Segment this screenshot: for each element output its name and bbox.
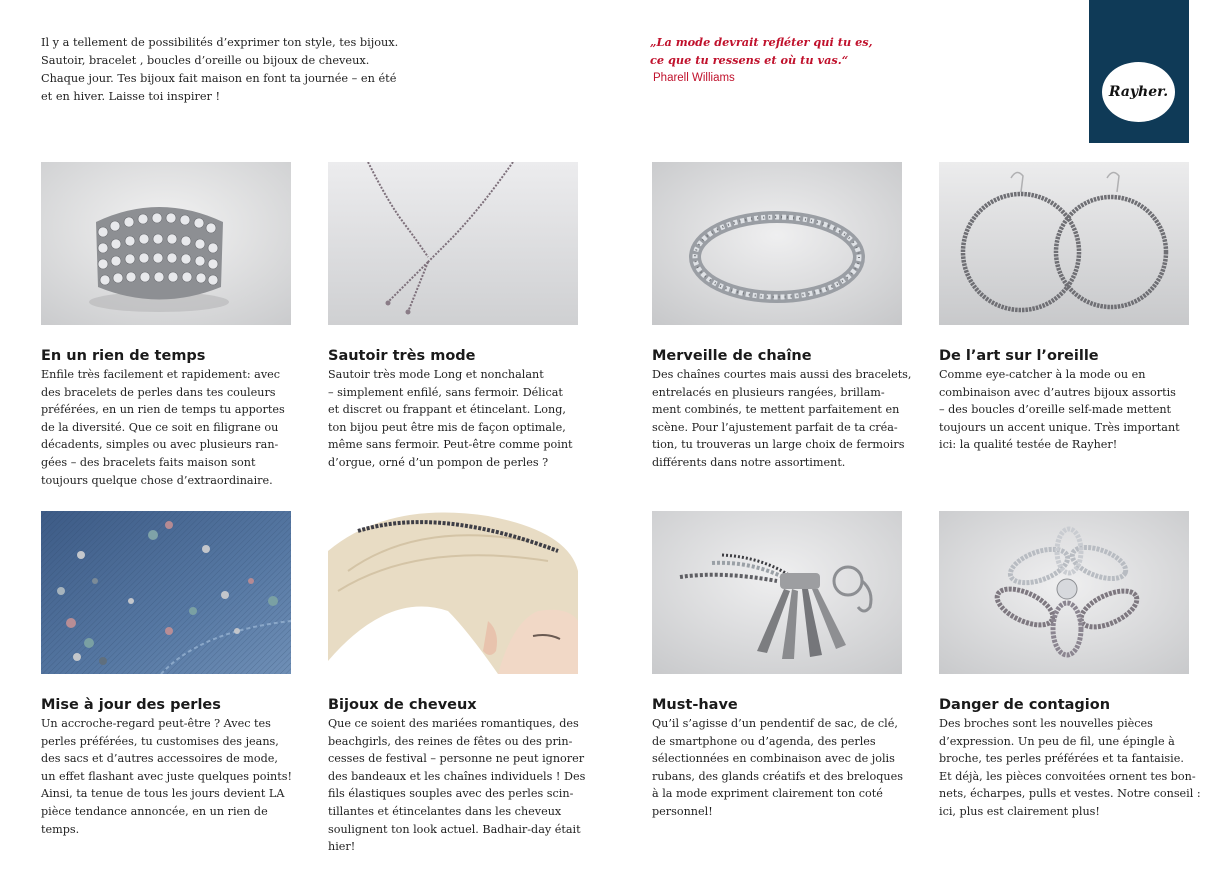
denim-pearls-photo [41, 511, 291, 674]
card-line: gées – des bracelets faits maison sont [41, 455, 256, 469]
card-body [652, 715, 920, 821]
card-line: scène. Pour l’ajustement parfait de ta créa- [652, 420, 898, 434]
card-line: Et déjà, les pièces convoitées ornent tes bon- [939, 769, 1196, 783]
quote-block [650, 34, 950, 88]
chain-bracelet-photo [652, 162, 902, 325]
card-line: rubans, des glands créatifs et des breloques [652, 769, 903, 783]
bracelet-image [41, 162, 291, 325]
card-line: sélectionnées en combinaison avec de jolis [652, 752, 895, 766]
card-line: de smartphone ou d’agenda, des perles [652, 734, 876, 748]
card-line: nets, écharpes, pulls et vestes. Notre conseil : [939, 787, 1201, 801]
card-body [328, 715, 596, 856]
card-line: fils élastiques souples avec des perles scin- [328, 787, 574, 801]
card-line: d’expression. Un peu de fil, une épingle à [939, 734, 1175, 748]
card-body [939, 715, 1207, 821]
keychain-image [652, 511, 902, 674]
card-line: – simplement enfilé, sans fermoir. Délicat [328, 385, 563, 399]
quote-line: „La mode devrait refléter qui tu es, [650, 35, 873, 49]
card-line: Des broches sont les nouvelles pièces [939, 717, 1153, 730]
necklace-image [328, 162, 578, 325]
card-line: des bracelets de perles dans tes couleurs [41, 385, 276, 399]
quote-author: Pharell Williams [653, 72, 735, 84]
card-title: Sautoir très mode [328, 348, 476, 364]
card-line: perles préférées, tu customises des jeans, [41, 734, 279, 748]
intro-line: Il y a tellement de possibilités d’exprimer ton style, tes bijoux. [41, 36, 399, 49]
card-line: pièce tendance annoncée, en un rien de [41, 804, 268, 818]
card-line: combinaison avec d’autres bijoux assortis [939, 385, 1176, 399]
card-title: Mise à jour des perles [41, 697, 221, 713]
hair-jewelry-image [328, 511, 578, 674]
card-line: tillantes et étincelantes dans les cheveux [328, 804, 562, 818]
card-line: ici: la qualité testée de Rayher! [939, 438, 1118, 452]
card-body [328, 366, 596, 472]
intro-line: et en hiver. Laisse toi inspirer ! [41, 90, 221, 103]
intro-line: Sautoir, bracelet , boucles d’oreille ou bijoux de cheveux. [41, 54, 370, 67]
brooch-image [939, 511, 1189, 674]
quote-line: ce que tu ressens et où tu vas.“ [650, 52, 849, 67]
intro-paragraph [41, 34, 401, 106]
card-line: de la diversité. Que ce soit en filigrane ou [41, 420, 279, 434]
card-title: Merveille de chaîne [652, 348, 812, 364]
card-body [41, 366, 309, 489]
intro-line: Chaque jour. Tes bijoux fait maison en font ta journée – en été [41, 72, 397, 85]
card-line: soulignent ton look actuel. Badhair-day était [328, 822, 581, 836]
brand-panel [1089, 0, 1189, 143]
card-title: Must-have [652, 697, 738, 713]
card-line: d’orgue, orné d’un pompon de perles ? [328, 455, 549, 469]
chain-bracelet-image [652, 162, 902, 325]
card-title: De l’art sur l’oreille [939, 348, 1099, 364]
card-line: personnel! [652, 804, 713, 818]
card-line: Qu’il s’agisse d’un pendentif de sac, de clé, [652, 717, 898, 730]
hair-jewelry-photo [328, 511, 578, 674]
card-line: broche, tes perles préférées et ta fantaisie. [939, 752, 1184, 766]
card-line: Que ce soient des mariées romantiques, des [328, 717, 579, 730]
card-line: Comme eye-catcher à la mode ou en [939, 368, 1146, 381]
bracelet-photo [41, 162, 291, 325]
card-line: des bandeaux et les chaînes individuels ! Des [328, 769, 586, 783]
card-line: entrelacés en plusieurs rangées, brillam- [652, 385, 885, 399]
card-line: tion, tu trouveras un large choix de fermoirs [652, 438, 905, 452]
card-line: des sacs et d’autres accessoires de mode, [41, 752, 278, 766]
card-line: toujours un accent unique. Très important [939, 420, 1180, 434]
brand-logo [1102, 62, 1175, 122]
earrings-image [939, 162, 1189, 325]
card-line: beachgirls, des reines de fêtes ou des prin- [328, 734, 573, 748]
card-line: toujours quelque chose d’extraordinaire. [41, 473, 273, 487]
card-line: ici, plus est clairement plus! [939, 804, 1100, 818]
brooch-photo [939, 511, 1189, 674]
card-line: préférées, en un rien de temps tu apportes [41, 403, 285, 417]
keychain-photo [652, 511, 902, 674]
card-line: Des chaînes courtes mais aussi des bracelets, [652, 368, 912, 381]
earrings-photo [939, 162, 1189, 325]
card-body [41, 715, 309, 838]
card-line: un effet flashant avec juste quelques points! [41, 769, 292, 783]
card-body [939, 366, 1207, 454]
card-line: différents dans notre assortiment. [652, 455, 846, 469]
card-body [652, 366, 920, 472]
card-line: Sautoir très mode Long et nonchalant [328, 368, 544, 381]
card-line: hier! [328, 840, 356, 854]
card-line: Enfile très facilement et rapidement: avec [41, 368, 281, 381]
card-title: Bijoux de cheveux [328, 697, 477, 713]
necklace-photo [328, 162, 578, 325]
card-line: cesses de festival – personne ne peut ignorer [328, 752, 585, 766]
card-line: temps. [41, 822, 80, 836]
card-line: Un accroche-regard peut-être ? Avec tes [41, 717, 271, 730]
denim-pearls-image [41, 511, 291, 674]
card-title: Danger de contagion [939, 697, 1111, 713]
card-line: ton bijou peut être mis de façon optimale, [328, 420, 566, 434]
brand-logo-text: Rayher. [1108, 84, 1169, 100]
card-line: à la mode expriment clairement ton coté [652, 787, 883, 801]
card-line: même sans fermoir. Peut-être comme point [328, 438, 573, 452]
card-line: – des boucles d’oreille self-made mettent [939, 403, 1172, 417]
card-title: En un rien de temps [41, 348, 206, 364]
card-line: Ainsi, ta tenue de tous les jours devient LA [41, 787, 285, 801]
card-line: ment combinés, te mettent parfaitement en [652, 403, 900, 417]
card-line: décadents, simples ou avec plusieurs ran- [41, 438, 279, 452]
card-line: et discret ou frappant et étincelant. Long, [328, 403, 566, 417]
